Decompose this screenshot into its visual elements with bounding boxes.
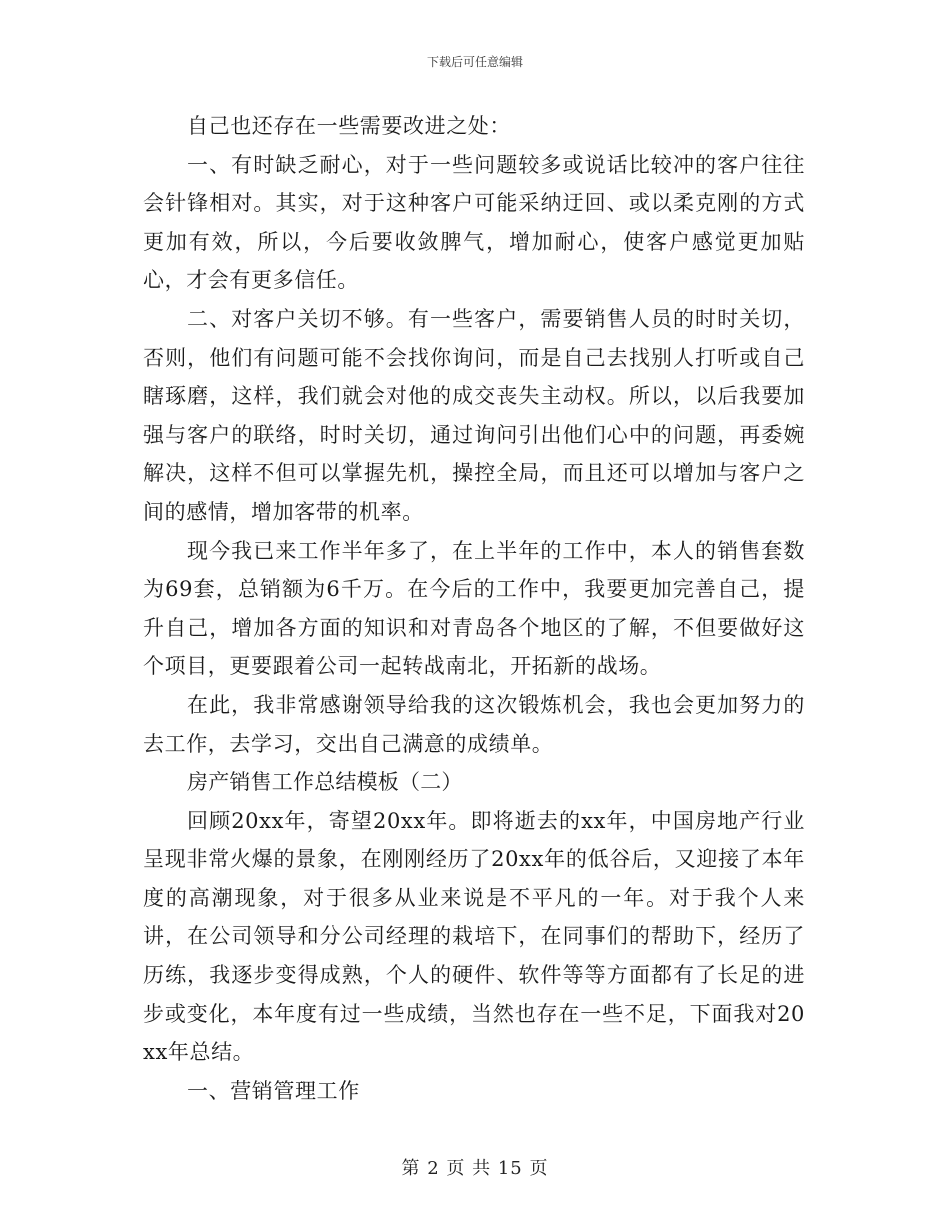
document-body [143,107,805,1110]
paragraph-thanks: 在此，我非常感谢领导给我的这次锻炼机会，我也会更加努力的去工作，去学习，交出自己满意的成绩单。 [143,692,805,756]
section-title: 房产销售工作总结模板（二） [187,770,463,795]
subsection-heading: 一、营销管理工作 [187,1078,360,1103]
page-number: 第 2 页 共 15 页 [401,1158,549,1179]
header-note: 下载后可任意编辑 [426,55,523,69]
paragraph-intro: 自己也还存在一些需要改进之处： [187,114,511,138]
paragraph-review: 回顾20xx年，寄望20xx年。即将逝去的xx年，中国房地产行业呈现非常火爆的景象，在刚刚经历了20xx年的低谷后，又迎接了本年度的高潮现象，对于很多从业来说是不平凡的一年。对于我个人来讲，在公司领导和分公司经理的栽培下，在同事们的帮助下，经历了历练，我逐步变得成熟，个人的硬件、软件等等方面都有了长足的进步或变化，本年度有过一些成绩，当然也存在一些不足，下面我对20xx年总结。 [143,808,805,1065]
paragraph-sales-summary: 现今我已来工作半年多了，在上半年的工作中，本人的销售套数为69套，总销额为6千万。在今后的工作中，我要更加完善自己，提升自己，增加各方面的知识和对青岛各个地区的了解，不但要做好这个项目，更要跟着公司一起转战南北，开拓新的战场。 [143,538,805,679]
paragraph-point-care: 二、对客户关切不够。有一些客户，需要销售人员的时时关切，否则，他们有问题可能不会找你询问，而是自己去找别人打听或自己瞎琢磨，这样，我们就会对他的成交丧失主动权。所以，以后我要加强与客户的联络，时时关切，通过询问引出他们心中的问题，再委婉解决，这样不但可以掌握先机，操控全局，而且还可以增加与客户之间的感情，增加客带的机率。 [143,306,805,524]
paragraph-point-patience: 一、有时缺乏耐心，对于一些问题较多或说话比较冲的客户往往会针锋相对。其实，对于这种客户可能采纳迂回、或以柔克刚的方式更加有效，所以，今后要收敛脾气，增加耐心，使客户感觉更加贴心，才会有更多信任。 [143,152,805,293]
